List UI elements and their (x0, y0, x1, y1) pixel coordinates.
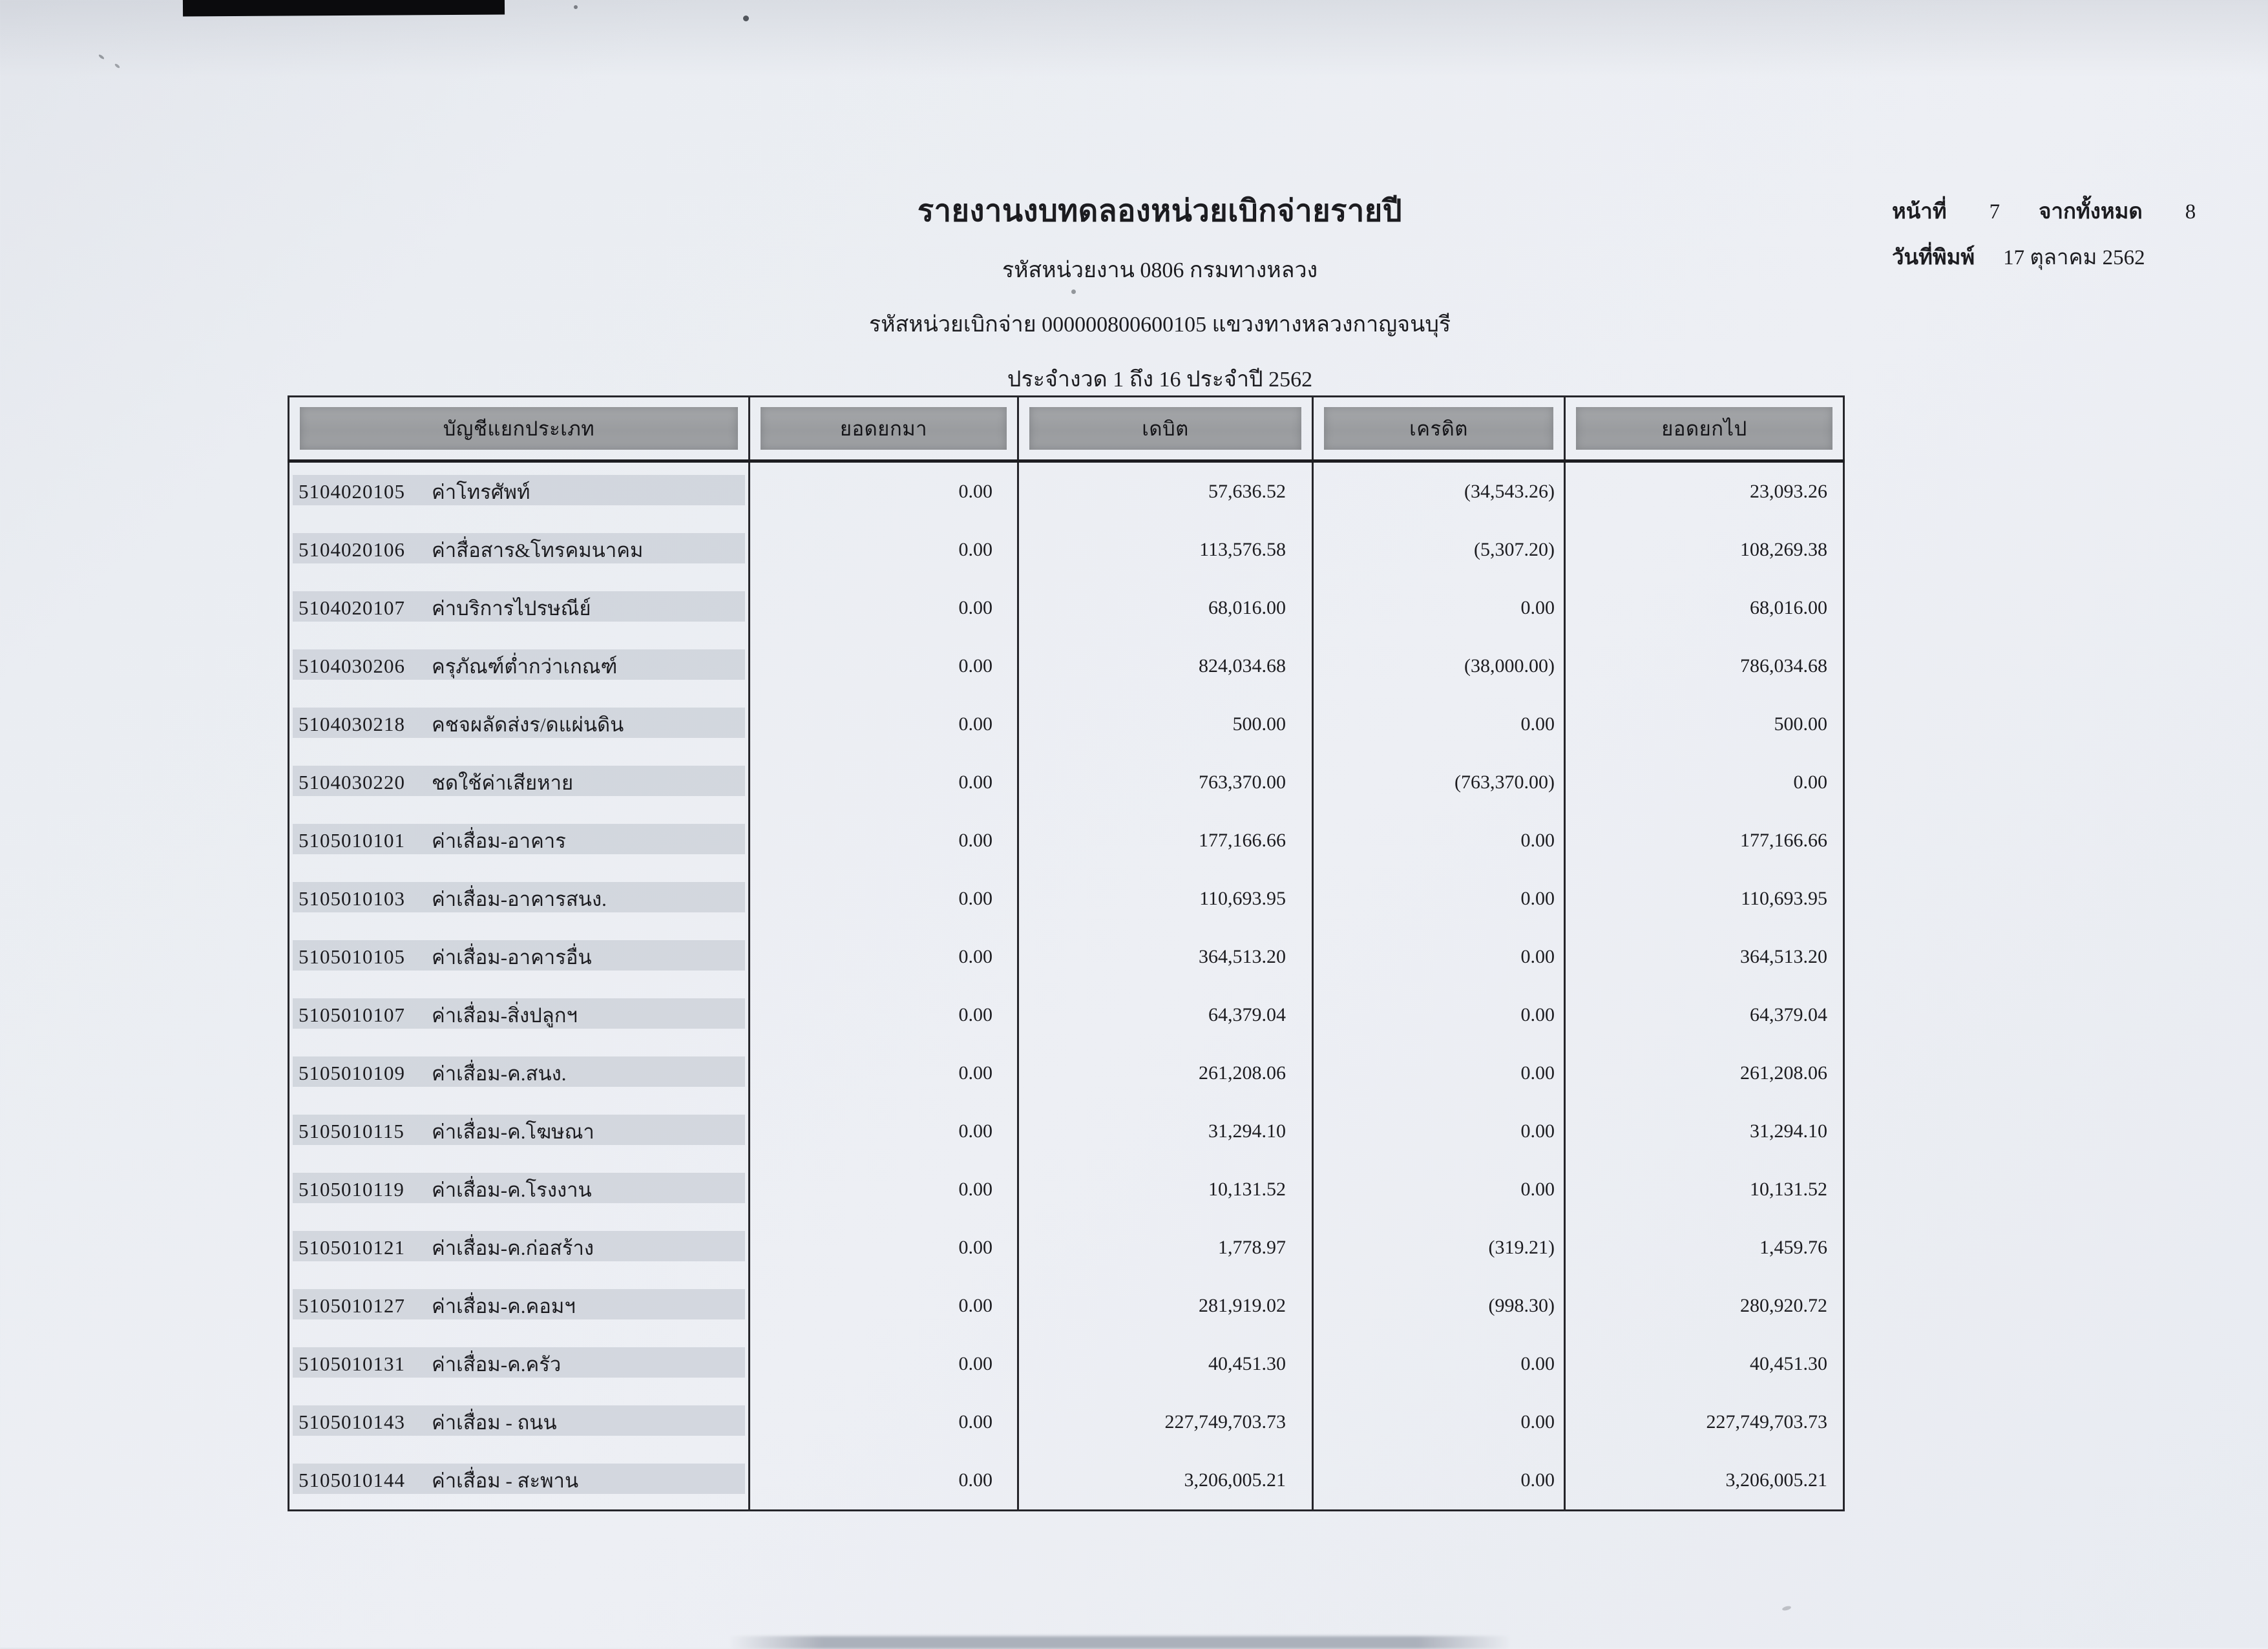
cell-account (289, 1393, 750, 1451)
cell-carried-forward: 110,693.95 (1565, 870, 1844, 928)
page-total: 8 (2185, 200, 2196, 224)
account-name: ค่าเสื่อม-ค.ก่อสร้าง (432, 1237, 594, 1259)
scan-speck (114, 63, 121, 69)
scan-speck (574, 5, 578, 9)
cell-brought-forward: 0.00 (750, 1102, 1018, 1161)
scan-artifact-bottom-strip (729, 1636, 1511, 1649)
cell-debit: 364,513.20 (1018, 928, 1313, 986)
cell-account (289, 695, 750, 753)
account-code: 5105010119 (299, 1178, 404, 1201)
account-code: 5104020106 (299, 538, 405, 561)
cell-debit: 261,208.06 (1018, 1044, 1313, 1102)
trial-balance-table (288, 395, 1845, 1511)
cell-carried-forward: 64,379.04 (1565, 986, 1844, 1044)
account-name: ค่าสื่อสาร&โทรคมนาคม (432, 539, 644, 562)
account-code: 5104020107 (299, 596, 405, 619)
cell-debit: 68,016.00 (1018, 579, 1313, 637)
cell-account (289, 1161, 750, 1219)
cell-brought-forward: 0.00 (750, 812, 1018, 870)
cell-debit: 281,919.02 (1018, 1277, 1313, 1335)
cell-brought-forward: 0.00 (750, 1044, 1018, 1102)
cell-credit: 0.00 (1313, 928, 1565, 986)
table-row (289, 1102, 1844, 1161)
table-row (289, 986, 1844, 1044)
cell-credit: (38,000.00) (1313, 637, 1565, 695)
header-cell-account (289, 397, 750, 461)
table-row (289, 579, 1844, 637)
account-code: 5105010105 (299, 945, 405, 968)
account-name: ครุภัณฑ์ต่ำกว่าเกณฑ์ (432, 655, 618, 678)
account-code: 5105010107 (299, 1003, 405, 1026)
page-info-block (1892, 194, 2228, 286)
cell-carried-forward: 68,016.00 (1565, 579, 1844, 637)
print-date-value: 17 ตุลาคม 2562 (2003, 246, 2145, 269)
print-date-label: วันที่พิมพ์ (1892, 246, 1975, 269)
header-cell-brought-forward (750, 397, 1018, 461)
cell-account (289, 928, 750, 986)
table-row (289, 1277, 1844, 1335)
header-label-account: บัญชีแยกประเภท (300, 407, 738, 450)
cell-carried-forward: 786,034.68 (1565, 637, 1844, 695)
scan-speck (98, 54, 105, 59)
scan-speck (1781, 1605, 1791, 1611)
cell-carried-forward: 364,513.20 (1565, 928, 1844, 986)
table-row (289, 928, 1844, 986)
account-name: ค่าเสื่อม-ค.โรงงาน (432, 1179, 592, 1201)
cell-credit: 0.00 (1313, 1161, 1565, 1219)
cell-credit: (763,370.00) (1313, 753, 1565, 812)
table-row (289, 461, 1844, 521)
period-line: ประจำงวด 1 ถึง 16 ประจำปี 2562 (1007, 368, 1313, 392)
cell-credit: 0.00 (1313, 1451, 1565, 1511)
report-title: รายงานงบทดลองหน่วยเบิกจ่ายรายปี (917, 194, 1403, 228)
cell-account (289, 870, 750, 928)
account-code: 5105010103 (299, 887, 405, 910)
cell-credit: 0.00 (1313, 870, 1565, 928)
table-row (289, 1219, 1844, 1277)
account-name: ค่าเสื่อม - ถนน (432, 1411, 557, 1434)
cell-account (289, 579, 750, 637)
cell-carried-forward: 31,294.10 (1565, 1102, 1844, 1161)
header-cell-carried-forward (1565, 397, 1844, 461)
cell-brought-forward: 0.00 (750, 1161, 1018, 1219)
table-row (289, 870, 1844, 928)
cell-brought-forward: 0.00 (750, 928, 1018, 986)
disbursing-unit-line: รหัสหน่วยเบิกจ่าย 000000800600105 แขวงทางหลวงกาญจนบุรี (868, 313, 1451, 337)
table-row (289, 1161, 1844, 1219)
cell-credit: (5,307.20) (1313, 521, 1565, 579)
cell-debit: 57,636.52 (1018, 461, 1313, 521)
table-row (289, 1393, 1844, 1451)
cell-carried-forward: 3,206,005.21 (1565, 1451, 1844, 1511)
cell-credit: (319.21) (1313, 1219, 1565, 1277)
cell-brought-forward: 0.00 (750, 1277, 1018, 1335)
cell-debit: 500.00 (1018, 695, 1313, 753)
header-cell-credit (1313, 397, 1565, 461)
cell-debit: 3,206,005.21 (1018, 1451, 1313, 1511)
cell-carried-forward: 108,269.38 (1565, 521, 1844, 579)
account-code: 5104030218 (299, 713, 405, 735)
cell-debit: 110,693.95 (1018, 870, 1313, 928)
cell-debit: 177,166.66 (1018, 812, 1313, 870)
cell-carried-forward: 280,920.72 (1565, 1277, 1844, 1335)
page-of-label: จากทั้งหมด (2039, 200, 2143, 224)
cell-credit: (34,543.26) (1313, 461, 1565, 521)
cell-account (289, 753, 750, 812)
account-code: 5105010127 (299, 1294, 405, 1317)
cell-brought-forward: 0.00 (750, 986, 1018, 1044)
cell-debit: 824,034.68 (1018, 637, 1313, 695)
cell-account (289, 1044, 750, 1102)
cell-brought-forward: 0.00 (750, 579, 1018, 637)
cell-brought-forward: 0.00 (750, 695, 1018, 753)
cell-debit: 113,576.58 (1018, 521, 1313, 579)
cell-brought-forward: 0.00 (750, 637, 1018, 695)
scan-speck (743, 16, 749, 21)
cell-account (289, 637, 750, 695)
account-code: 5105010101 (299, 829, 405, 852)
cell-credit: 0.00 (1313, 1393, 1565, 1451)
account-name: ค่าเสื่อม-ค.โฆษณา (432, 1120, 594, 1143)
cell-credit: 0.00 (1313, 986, 1565, 1044)
cell-credit: 0.00 (1313, 695, 1565, 753)
cell-credit: (998.30) (1313, 1277, 1565, 1335)
account-name: ค่าเสื่อม-สิ่งปลูกฯ (432, 1004, 578, 1027)
header-label-carried-forward: ยอดยกไป (1576, 407, 1832, 450)
cell-account (289, 986, 750, 1044)
account-name: ค่าเสื่อม-ค.คอมฯ (432, 1295, 576, 1318)
cell-carried-forward: 261,208.06 (1565, 1044, 1844, 1102)
account-code: 5105010131 (299, 1352, 405, 1375)
report-heading (514, 186, 1806, 396)
account-code: 5105010121 (299, 1236, 405, 1259)
print-date-row (1892, 240, 2228, 274)
account-name: ค่าเสื่อม-ค.สนง. (432, 1062, 567, 1085)
account-code: 5104030206 (299, 655, 405, 677)
scan-artifact-top-strip (183, 0, 505, 17)
account-name: คชจผลัดส่งร/ดแผ่นดิน (432, 713, 624, 736)
cell-debit: 1,778.97 (1018, 1219, 1313, 1277)
cell-account (289, 1102, 750, 1161)
cell-account (289, 521, 750, 579)
header-label-credit: เครดิต (1324, 407, 1553, 450)
cell-debit: 10,131.52 (1018, 1161, 1313, 1219)
account-name: ค่าเสื่อม-ค.ครัว (432, 1353, 562, 1376)
account-name: ค่าเสื่อม-อาคาร (432, 830, 566, 852)
cell-carried-forward: 1,459.76 (1565, 1219, 1844, 1277)
table-body (289, 461, 1844, 1511)
table-row (289, 1451, 1844, 1511)
cell-brought-forward: 0.00 (750, 870, 1018, 928)
cell-account (289, 1451, 750, 1511)
table-row (289, 695, 1844, 753)
account-name: ชดใช้ค่าเสียหาย (432, 772, 574, 794)
page-number-row (1892, 194, 2228, 228)
cell-brought-forward: 0.00 (750, 461, 1018, 521)
header-label-brought-forward: ยอดยกมา (761, 407, 1007, 450)
cell-credit: 0.00 (1313, 1102, 1565, 1161)
cell-account (289, 1335, 750, 1393)
cell-debit: 40,451.30 (1018, 1335, 1313, 1393)
cell-credit: 0.00 (1313, 579, 1565, 637)
trial-balance-table-wrap (288, 395, 1845, 1511)
cell-carried-forward: 40,451.30 (1565, 1335, 1844, 1393)
cell-account (289, 1219, 750, 1277)
cell-debit: 64,379.04 (1018, 986, 1313, 1044)
cell-debit: 31,294.10 (1018, 1102, 1313, 1161)
cell-brought-forward: 0.00 (750, 521, 1018, 579)
cell-carried-forward: 0.00 (1565, 753, 1844, 812)
page-number: 7 (1989, 200, 2000, 224)
account-code: 5105010143 (299, 1411, 405, 1433)
cell-carried-forward: 10,131.52 (1565, 1161, 1844, 1219)
account-code: 5105010109 (299, 1062, 405, 1084)
page-label: หน้าที่ (1892, 200, 1947, 224)
cell-carried-forward: 227,749,703.73 (1565, 1393, 1844, 1451)
cell-brought-forward: 0.00 (750, 1451, 1018, 1511)
cell-brought-forward: 0.00 (750, 1393, 1018, 1451)
table-row (289, 1335, 1844, 1393)
cell-account (289, 1277, 750, 1335)
cell-account (289, 812, 750, 870)
agency-code-line: รหัสหน่วยงาน 0806 กรมทางหลวง (1002, 258, 1318, 282)
account-code: 5104020105 (299, 480, 405, 503)
cell-credit: 0.00 (1313, 812, 1565, 870)
table-row (289, 1044, 1844, 1102)
cell-credit: 0.00 (1313, 1335, 1565, 1393)
header-cell-debit (1018, 397, 1313, 461)
account-code: 5104030220 (299, 771, 405, 793)
cell-carried-forward: 23,093.26 (1565, 461, 1844, 521)
cell-brought-forward: 0.00 (750, 753, 1018, 812)
cell-brought-forward: 0.00 (750, 1219, 1018, 1277)
account-name: ค่าเสื่อม-อาคารสนง. (432, 888, 607, 910)
table-row (289, 812, 1844, 870)
table-header (289, 397, 1844, 461)
cell-brought-forward: 0.00 (750, 1335, 1018, 1393)
account-code: 5105010144 (299, 1469, 405, 1491)
table-row (289, 637, 1844, 695)
cell-carried-forward: 177,166.66 (1565, 812, 1844, 870)
table-row (289, 753, 1844, 812)
cell-debit: 763,370.00 (1018, 753, 1313, 812)
cell-credit: 0.00 (1313, 1044, 1565, 1102)
cell-account (289, 461, 750, 521)
cell-debit: 227,749,703.73 (1018, 1393, 1313, 1451)
header-label-debit: เดบิต (1029, 407, 1301, 450)
cell-carried-forward: 500.00 (1565, 695, 1844, 753)
account-name: ค่าเสื่อม-อาคารอื่น (432, 946, 592, 969)
account-name: ค่าโทรศัพท์ (432, 481, 530, 503)
account-name: ค่าบริการไปรษณีย์ (432, 597, 591, 620)
account-code: 5105010115 (299, 1120, 404, 1142)
table-row (289, 521, 1844, 579)
account-name: ค่าเสื่อม - สะพาน (432, 1469, 579, 1492)
